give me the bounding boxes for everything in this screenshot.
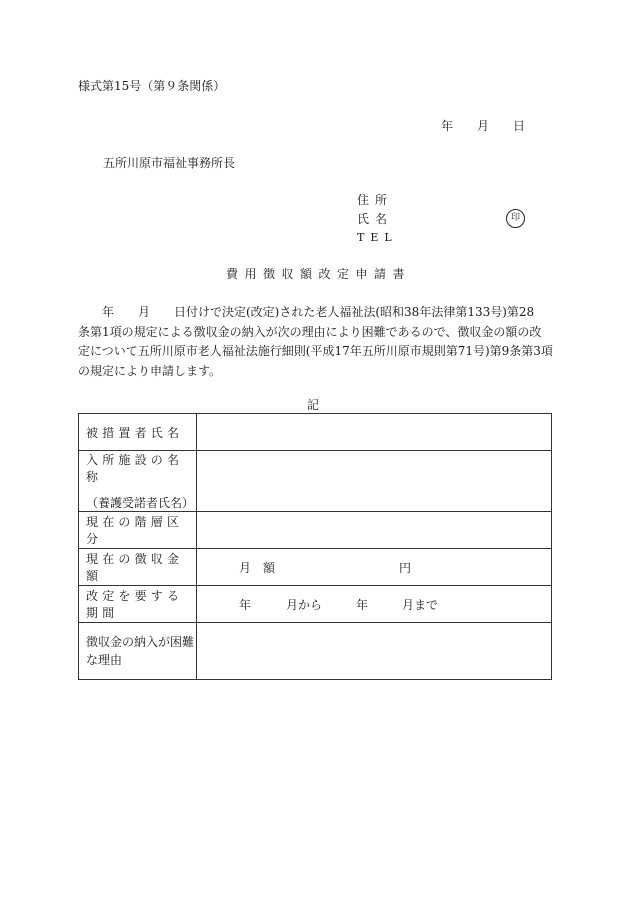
table-row: [79, 586, 552, 623]
insured-name-field[interactable]: [197, 414, 552, 451]
revision-period-field[interactable]: [197, 586, 552, 623]
tier-label: 現在の階層区分: [79, 512, 197, 549]
addressee: 五所川原市福祉事務所長: [103, 156, 236, 170]
seal-icon: 印: [506, 209, 525, 228]
current-amount-label: 現在の徴収金額: [79, 549, 197, 586]
address-label: 住所: [357, 193, 394, 207]
date-month: 月: [477, 119, 490, 133]
revision-period-label: 改定を要する期間: [79, 586, 197, 623]
date-year: 年: [441, 119, 454, 133]
yen-unit: 円: [399, 560, 412, 575]
form-table: [78, 413, 552, 680]
facility-name-label-text: 入所施設の名称: [86, 453, 184, 484]
body-text: [78, 303, 556, 381]
table-row: [79, 512, 552, 549]
table-row: [79, 414, 552, 451]
form-number: 様式第15号（第９条関係）: [78, 79, 226, 93]
facility-name-label: [79, 451, 197, 512]
table-row: [79, 623, 552, 680]
current-amount-field[interactable]: [197, 549, 552, 586]
date-day: 日: [513, 119, 526, 133]
document-title: 費用徴収額改定申請書: [226, 267, 412, 281]
insured-name-label: 被措置者氏名: [79, 414, 197, 451]
period-end-year: 年: [356, 597, 369, 612]
name-label: 氏名: [357, 212, 394, 226]
period-start-month: 月から: [286, 597, 323, 612]
table-row: [79, 549, 552, 586]
body-line: 年 月 日付けで決定(改定)された老人福祉法(昭和38年法律第133号)第28: [78, 305, 535, 319]
body-line: 条第1項の規定による徴収金の納入が次の理由により困難であるので、徴収金の額の改: [78, 324, 542, 339]
table-row: [79, 451, 552, 512]
tel-label: TEL: [357, 231, 398, 244]
body-line: 定について五所川原市老人福祉法施行細則(平成17年五所川原市規則第71号)第9条第3項: [78, 344, 553, 358]
tier-field[interactable]: [197, 512, 552, 549]
caregiver-name-sublabel: （養護受諾者氏名）: [86, 496, 195, 510]
difficulty-reason-label: 徴収金の納入が困難な理由: [79, 623, 197, 680]
ki-heading: 記: [307, 398, 320, 412]
monthly-amount-label: 月 額: [239, 560, 276, 575]
difficulty-reason-field[interactable]: [197, 623, 552, 680]
period-end-month: 月まで: [402, 597, 439, 612]
period-start-year: 年: [239, 597, 252, 612]
body-line: の規定により申請します。: [78, 363, 222, 378]
date-line: [441, 120, 525, 132]
facility-name-field[interactable]: [197, 451, 552, 512]
